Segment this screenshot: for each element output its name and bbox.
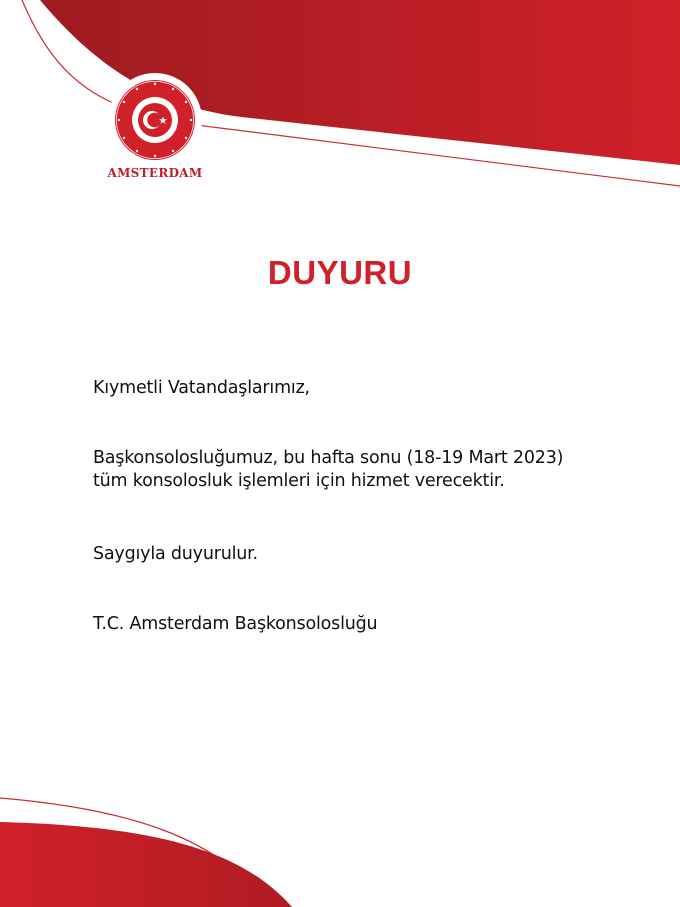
message-line-1: Başkonsolosluğumuz, bu hafta sonu (18-19 Mart 2023) [93, 448, 564, 468]
city-label: AMSTERDAM [107, 166, 203, 180]
notice-message [93, 447, 563, 493]
notice-signature [93, 613, 377, 636]
notice-title: DUYURU [267, 254, 413, 291]
closing-text: Saygıyla duyurulur. [93, 544, 258, 564]
notice-greeting [93, 377, 310, 400]
bottom-red-swoosh [0, 822, 292, 907]
consulate-seal-logo [107, 72, 203, 168]
message-line-2: tüm konsolosluk işlemleri için hizmet verecektir. [93, 471, 505, 491]
greeting-text: Kıymetli Vatandaşlarımız, [93, 378, 310, 398]
signature-text: T.C. Amsterdam Başkonsolosluğu [93, 614, 378, 634]
notice-closing [93, 543, 258, 566]
